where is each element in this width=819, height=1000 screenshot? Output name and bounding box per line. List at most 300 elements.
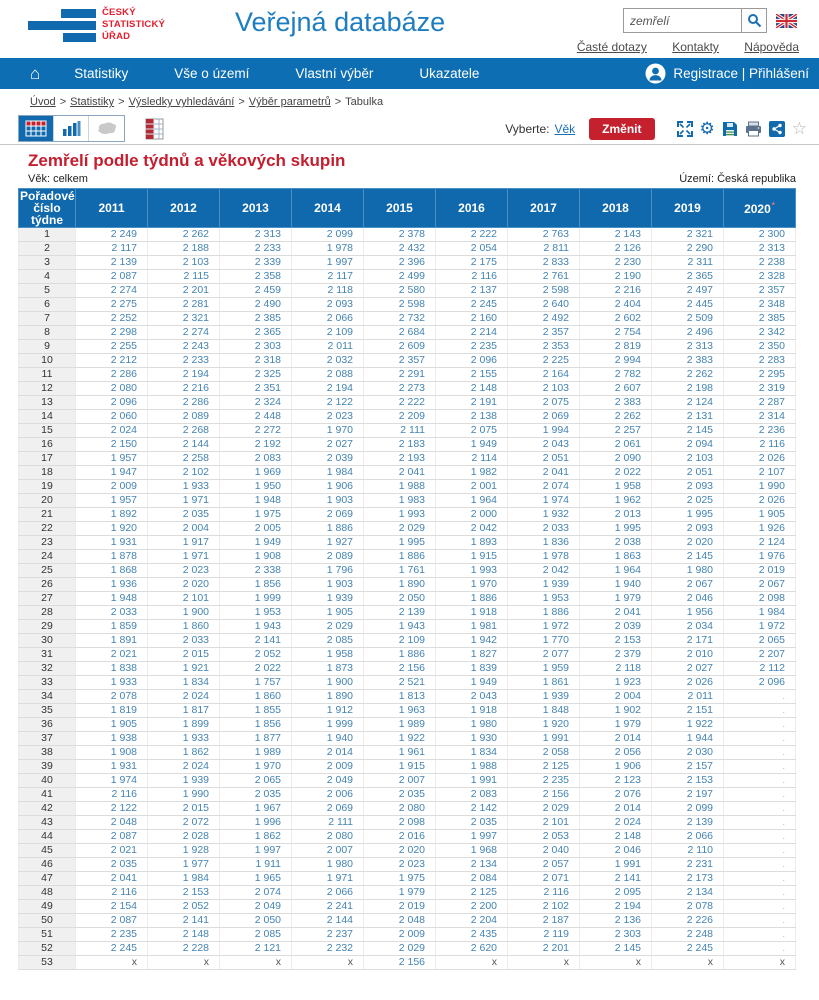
value-cell: 2 114 — [436, 452, 508, 466]
table-row — [19, 928, 796, 942]
value-cell: 2 496 — [652, 326, 724, 340]
value-cell: 1 862 — [220, 830, 292, 844]
select-label: Vyberte: — [505, 121, 550, 136]
value-cell: 1 948 — [220, 494, 292, 508]
value-cell: 1 917 — [148, 536, 220, 550]
value-cell: 2 075 — [436, 424, 508, 438]
value-cell: 2 191 — [436, 396, 508, 410]
value-cell: 2 141 — [148, 914, 220, 928]
table-view-button[interactable] — [19, 116, 54, 141]
breadcrumb-separator: > — [238, 96, 245, 108]
filter-row — [28, 173, 796, 185]
value-cell: 1 997 — [220, 844, 292, 858]
value-cell: 1 827 — [436, 648, 508, 662]
table-row — [19, 298, 796, 312]
value-cell: 2 357 — [508, 326, 580, 340]
table-row — [19, 340, 796, 354]
value-cell: 2 089 — [148, 410, 220, 424]
value-cell: 2 609 — [364, 340, 436, 354]
value-cell: 2 024 — [76, 424, 148, 438]
contacts-link[interactable]: Kontakty — [672, 40, 719, 54]
value-cell: 2 111 — [364, 424, 436, 438]
value-cell: 2 029 — [364, 942, 436, 956]
save-button[interactable] — [722, 121, 738, 137]
table-body — [19, 228, 796, 970]
value-cell: 2 141 — [580, 872, 652, 886]
value-cell: 2 303 — [580, 928, 652, 942]
save-icon — [722, 121, 738, 137]
value-cell: 2 286 — [76, 368, 148, 382]
week-cell: 38 — [19, 746, 76, 760]
value-cell: 1 770 — [508, 634, 580, 648]
value-cell: 2 287 — [724, 396, 796, 410]
help-link[interactable]: Nápověda — [744, 40, 799, 54]
map-view-button[interactable] — [89, 116, 124, 141]
value-cell: 2 190 — [580, 270, 652, 284]
value-cell: 2 022 — [220, 662, 292, 676]
value-cell: 2 782 — [580, 368, 652, 382]
value-cell: 1 958 — [580, 480, 652, 494]
table-row — [19, 256, 796, 270]
table-row — [19, 760, 796, 774]
year-header-row — [19, 189, 796, 228]
value-cell: 2 313 — [220, 228, 292, 242]
value-cell: 2 272 — [220, 424, 292, 438]
value-cell: 1 903 — [292, 578, 364, 592]
breadcrumb — [0, 89, 819, 113]
value-cell: 2 378 — [364, 228, 436, 242]
year-header: 2017 — [508, 189, 580, 228]
value-cell: 1 905 — [724, 508, 796, 522]
breadcrumb-results[interactable]: Výsledky vyhledávání — [128, 96, 235, 108]
value-cell: 2 255 — [76, 340, 148, 354]
value-cell: 2 598 — [508, 284, 580, 298]
value-cell: . — [724, 886, 796, 900]
view-switcher — [18, 115, 125, 142]
value-cell: 2 148 — [148, 928, 220, 942]
csu-logo-text: ČESKÝ STATISTICKÝ ÚŘAD — [102, 7, 166, 42]
value-cell: 2 043 — [436, 690, 508, 704]
value-cell: 2 001 — [436, 480, 508, 494]
table-row — [19, 494, 796, 508]
value-cell: 2 046 — [580, 844, 652, 858]
value-cell: 2 118 — [292, 284, 364, 298]
value-cell: 2 141 — [220, 634, 292, 648]
table-row — [19, 704, 796, 718]
value-cell: 2 026 — [724, 494, 796, 508]
value-cell: 1 886 — [292, 522, 364, 536]
value-cell: 1 961 — [364, 746, 436, 760]
week-cell: 2 — [19, 242, 76, 256]
value-cell: . — [724, 718, 796, 732]
week-cell: 53 — [19, 956, 76, 970]
value-cell: 2 833 — [508, 256, 580, 270]
value-cell: 2 099 — [292, 228, 364, 242]
change-button[interactable]: Změnit — [589, 118, 654, 140]
value-cell: 1 980 — [436, 718, 508, 732]
breadcrumb-statistics[interactable]: Statistiky — [70, 96, 115, 108]
value-cell: x — [580, 956, 652, 970]
value-cell: 2 124 — [652, 396, 724, 410]
value-cell: 1 980 — [292, 858, 364, 872]
value-cell: 2 038 — [580, 536, 652, 550]
value-cell: 1 900 — [148, 606, 220, 620]
csu-logo[interactable] — [28, 7, 178, 51]
value-cell: 2 061 — [580, 438, 652, 452]
value-cell: 2 183 — [364, 438, 436, 452]
value-cell: 1 971 — [292, 872, 364, 886]
value-cell: 2 110 — [652, 844, 724, 858]
data-table — [18, 188, 796, 970]
search-input[interactable] — [623, 8, 741, 33]
value-cell: 2 173 — [652, 872, 724, 886]
week-cell: 13 — [19, 396, 76, 410]
value-cell: 1 968 — [436, 844, 508, 858]
value-cell: 1 878 — [76, 550, 148, 564]
value-cell: 1 933 — [148, 732, 220, 746]
value-cell: 2 153 — [652, 774, 724, 788]
breadcrumb-params[interactable]: Výběr parametrů — [248, 96, 331, 108]
value-cell: 1 989 — [220, 746, 292, 760]
value-cell: 1 970 — [220, 760, 292, 774]
value-cell: 2 145 — [652, 550, 724, 564]
registration-login-link[interactable]: Registrace | Přihlášení — [673, 66, 809, 81]
year-header: 2013 — [220, 189, 292, 228]
value-cell: 1 947 — [76, 466, 148, 480]
star-icon: ☆ — [791, 119, 807, 138]
table-row — [19, 480, 796, 494]
value-cell: 2 754 — [580, 326, 652, 340]
value-cell: 2 109 — [292, 326, 364, 340]
value-cell: 2 034 — [652, 620, 724, 634]
value-cell: 2 099 — [652, 802, 724, 816]
value-cell: 2 137 — [436, 284, 508, 298]
value-cell: 1 940 — [580, 578, 652, 592]
value-cell: 2 024 — [580, 816, 652, 830]
value-cell: 2 065 — [220, 774, 292, 788]
week-cell: 51 — [19, 928, 76, 942]
value-cell: 2 011 — [292, 340, 364, 354]
value-cell: 1 918 — [436, 606, 508, 620]
value-cell: 2 118 — [580, 662, 652, 676]
value-cell: 2 095 — [580, 886, 652, 900]
value-cell: 2 046 — [652, 592, 724, 606]
value-cell: 1 953 — [220, 606, 292, 620]
value-cell: 2 014 — [292, 746, 364, 760]
week-cell: 50 — [19, 914, 76, 928]
value-cell: 2 084 — [436, 872, 508, 886]
week-cell: 34 — [19, 690, 76, 704]
value-cell: 2 102 — [148, 466, 220, 480]
value-cell: 1 965 — [220, 872, 292, 886]
value-cell: 1 877 — [220, 732, 292, 746]
value-cell: 1 959 — [508, 662, 580, 676]
value-cell: x — [652, 956, 724, 970]
age-select-link[interactable]: Věk — [554, 121, 576, 136]
value-cell: 2 521 — [364, 676, 436, 690]
value-cell: 2 311 — [652, 256, 724, 270]
value-cell: 2 085 — [292, 634, 364, 648]
home-icon[interactable]: ⌂ — [30, 64, 41, 83]
fullscreen-button[interactable] — [677, 121, 693, 137]
week-cell: 7 — [19, 312, 76, 326]
table-row — [19, 410, 796, 424]
value-cell: 2 358 — [220, 270, 292, 284]
filter-territory: Území: Česká republika — [679, 173, 796, 185]
value-cell: 2 033 — [76, 606, 148, 620]
value-cell: 2 273 — [364, 382, 436, 396]
value-cell: 1 979 — [580, 718, 652, 732]
main-nav — [0, 58, 819, 89]
value-cell: 2 432 — [364, 242, 436, 256]
search-area — [623, 8, 797, 33]
value-cell: 2 338 — [220, 564, 292, 578]
table-row — [19, 648, 796, 662]
value-cell: . — [724, 690, 796, 704]
value-cell: 2 125 — [436, 886, 508, 900]
value-cell: 1 997 — [436, 830, 508, 844]
value-cell: 2 093 — [292, 298, 364, 312]
table-row — [19, 956, 796, 970]
year-header: 2019 — [652, 189, 724, 228]
week-cell: 20 — [19, 494, 76, 508]
value-cell: 2 026 — [652, 676, 724, 690]
value-cell: 2 023 — [148, 564, 220, 578]
table-row — [19, 228, 796, 242]
breadcrumb-home[interactable]: Úvod — [30, 96, 56, 108]
value-cell: 1 972 — [724, 620, 796, 634]
print-button[interactable] — [745, 121, 762, 137]
value-cell: 1 900 — [292, 676, 364, 690]
value-cell: 2 115 — [148, 270, 220, 284]
value-cell: 1 967 — [220, 802, 292, 816]
value-cell: 2 058 — [508, 746, 580, 760]
value-cell: 2 098 — [724, 592, 796, 606]
english-flag-icon[interactable] — [776, 14, 797, 28]
value-cell: 2 151 — [652, 704, 724, 718]
value-cell: 2 262 — [580, 410, 652, 424]
value-cell: 2 188 — [148, 242, 220, 256]
value-cell: 2 342 — [724, 326, 796, 340]
value-cell: 1 984 — [724, 606, 796, 620]
value-cell: 2 157 — [652, 760, 724, 774]
value-cell: 1 974 — [508, 494, 580, 508]
search-button[interactable] — [741, 8, 767, 33]
value-cell: 2 013 — [580, 508, 652, 522]
value-cell: 2 122 — [292, 396, 364, 410]
value-cell: 2 300 — [724, 228, 796, 242]
value-cell: 1 964 — [580, 564, 652, 578]
value-cell: 2 020 — [652, 536, 724, 550]
print-icon — [745, 121, 762, 137]
table-row — [19, 900, 796, 914]
value-cell: 1 994 — [508, 424, 580, 438]
value-cell: 2 580 — [364, 284, 436, 298]
value-cell: 1 860 — [148, 620, 220, 634]
value-cell: 2 116 — [76, 788, 148, 802]
week-cell: 11 — [19, 368, 76, 382]
value-cell: 1 886 — [364, 648, 436, 662]
value-cell: 2 124 — [724, 536, 796, 550]
value-cell: 2 119 — [508, 928, 580, 942]
week-cell: 18 — [19, 466, 76, 480]
toolbar-right — [505, 118, 807, 140]
favorite-button[interactable] — [792, 120, 807, 137]
value-cell: x — [148, 956, 220, 970]
table-row — [19, 844, 796, 858]
faq-link[interactable]: Časté dotazy — [576, 40, 647, 54]
nav-item-indicators[interactable]: Ukazatele — [419, 66, 480, 81]
value-cell: 1 995 — [364, 536, 436, 550]
value-cell: 2 051 — [508, 452, 580, 466]
value-cell: 2 492 — [508, 312, 580, 326]
value-cell: 2 222 — [436, 228, 508, 242]
value-cell: 2 136 — [580, 914, 652, 928]
value-cell: 2 357 — [364, 354, 436, 368]
value-cell: 2 093 — [652, 480, 724, 494]
value-cell: 2 029 — [364, 522, 436, 536]
value-cell: 2 148 — [580, 830, 652, 844]
value-cell: 2 339 — [220, 256, 292, 270]
value-cell: 2 102 — [508, 900, 580, 914]
value-cell: 2 122 — [76, 802, 148, 816]
value-cell: 1 950 — [220, 480, 292, 494]
value-cell: 1 988 — [436, 760, 508, 774]
value-cell: 2 072 — [148, 816, 220, 830]
value-cell: 2 684 — [364, 326, 436, 340]
table-row — [19, 284, 796, 298]
value-cell: 2 232 — [292, 942, 364, 956]
value-cell: 1 983 — [364, 494, 436, 508]
value-cell: 1 933 — [148, 480, 220, 494]
value-cell: 1 991 — [580, 858, 652, 872]
value-cell: . — [724, 746, 796, 760]
value-cell: 2 076 — [580, 788, 652, 802]
value-cell: 2 148 — [436, 382, 508, 396]
value-cell: 2 101 — [508, 816, 580, 830]
value-cell: 2 243 — [148, 340, 220, 354]
value-cell: 2 014 — [580, 732, 652, 746]
nav-item-custom-selection[interactable]: Vlastní výběr — [295, 66, 374, 81]
value-cell: 2 065 — [724, 634, 796, 648]
value-cell: 2 050 — [220, 914, 292, 928]
value-cell: 2 194 — [292, 382, 364, 396]
pivot-table-button[interactable] — [145, 118, 164, 140]
value-cell: . — [724, 928, 796, 942]
table-row — [19, 676, 796, 690]
value-cell: x — [724, 956, 796, 970]
week-cell: 21 — [19, 508, 76, 522]
value-cell: 2 620 — [436, 942, 508, 956]
value-cell: 1 982 — [436, 466, 508, 480]
value-cell: 1 817 — [148, 704, 220, 718]
nav-item-statistics[interactable]: Statistiky — [74, 66, 129, 81]
value-cell: 2 275 — [76, 298, 148, 312]
value-cell: 1 991 — [436, 774, 508, 788]
value-cell: 1 971 — [148, 494, 220, 508]
week-cell: 42 — [19, 802, 76, 816]
value-cell: 2 497 — [652, 284, 724, 298]
chart-view-button[interactable] — [54, 116, 89, 141]
value-cell: 2 035 — [220, 788, 292, 802]
value-cell: 2 138 — [436, 410, 508, 424]
value-cell: 1 930 — [436, 732, 508, 746]
value-cell: 1 943 — [364, 620, 436, 634]
value-cell: 2 325 — [220, 368, 292, 382]
week-cell: 31 — [19, 648, 76, 662]
week-cell: 44 — [19, 830, 76, 844]
value-cell: 1 996 — [220, 816, 292, 830]
value-cell: 2 155 — [436, 368, 508, 382]
table-row — [19, 536, 796, 550]
table-row — [19, 774, 796, 788]
value-cell: 1 940 — [292, 732, 364, 746]
week-cell: 9 — [19, 340, 76, 354]
value-cell: 2 994 — [580, 354, 652, 368]
value-cell: x — [76, 956, 148, 970]
value-cell: 2 019 — [724, 564, 796, 578]
value-cell: 2 000 — [436, 508, 508, 522]
value-cell: 2 011 — [652, 690, 724, 704]
value-cell: 2 385 — [724, 312, 796, 326]
top-header — [0, 0, 819, 58]
value-cell: . — [724, 704, 796, 718]
value-cell: 2 156 — [364, 956, 436, 970]
share-button[interactable] — [769, 121, 785, 137]
value-cell: 2 233 — [148, 354, 220, 368]
value-cell: 2 134 — [436, 858, 508, 872]
value-cell: 2 321 — [148, 312, 220, 326]
value-cell: 2 385 — [220, 312, 292, 326]
value-cell: 2 175 — [436, 256, 508, 270]
value-cell: 2 241 — [292, 900, 364, 914]
week-cell: 43 — [19, 816, 76, 830]
nav-item-territory[interactable]: Vše o území — [174, 66, 250, 81]
value-cell: 2 811 — [508, 242, 580, 256]
value-cell: 1 958 — [292, 648, 364, 662]
week-cell: 52 — [19, 942, 76, 956]
value-cell: 2 365 — [220, 326, 292, 340]
table-row — [19, 326, 796, 340]
value-cell: 1 862 — [148, 746, 220, 760]
week-cell: 5 — [19, 284, 76, 298]
value-cell: 1 942 — [436, 634, 508, 648]
value-cell: 1 912 — [292, 704, 364, 718]
value-cell: 2 144 — [292, 914, 364, 928]
week-cell: 4 — [19, 270, 76, 284]
value-cell: 2 156 — [508, 788, 580, 802]
value-cell: 2 321 — [652, 228, 724, 242]
toolbar-icons — [677, 120, 808, 137]
year-header: 2018 — [580, 189, 652, 228]
value-cell: 2 298 — [76, 326, 148, 340]
value-cell: . — [724, 914, 796, 928]
value-cell: 2 074 — [220, 886, 292, 900]
table-row — [19, 914, 796, 928]
value-cell: 1 902 — [580, 704, 652, 718]
breadcrumb-separator: > — [334, 96, 342, 108]
settings-button[interactable] — [700, 120, 715, 137]
value-cell: x — [436, 956, 508, 970]
value-cell: 2 111 — [292, 816, 364, 830]
table-head — [19, 189, 796, 228]
value-cell: 2 194 — [148, 368, 220, 382]
value-cell: 1 997 — [292, 256, 364, 270]
value-cell: 2 291 — [364, 368, 436, 382]
value-cell: 1 984 — [292, 466, 364, 480]
value-cell: 2 295 — [724, 368, 796, 382]
value-cell: 2 041 — [508, 466, 580, 480]
